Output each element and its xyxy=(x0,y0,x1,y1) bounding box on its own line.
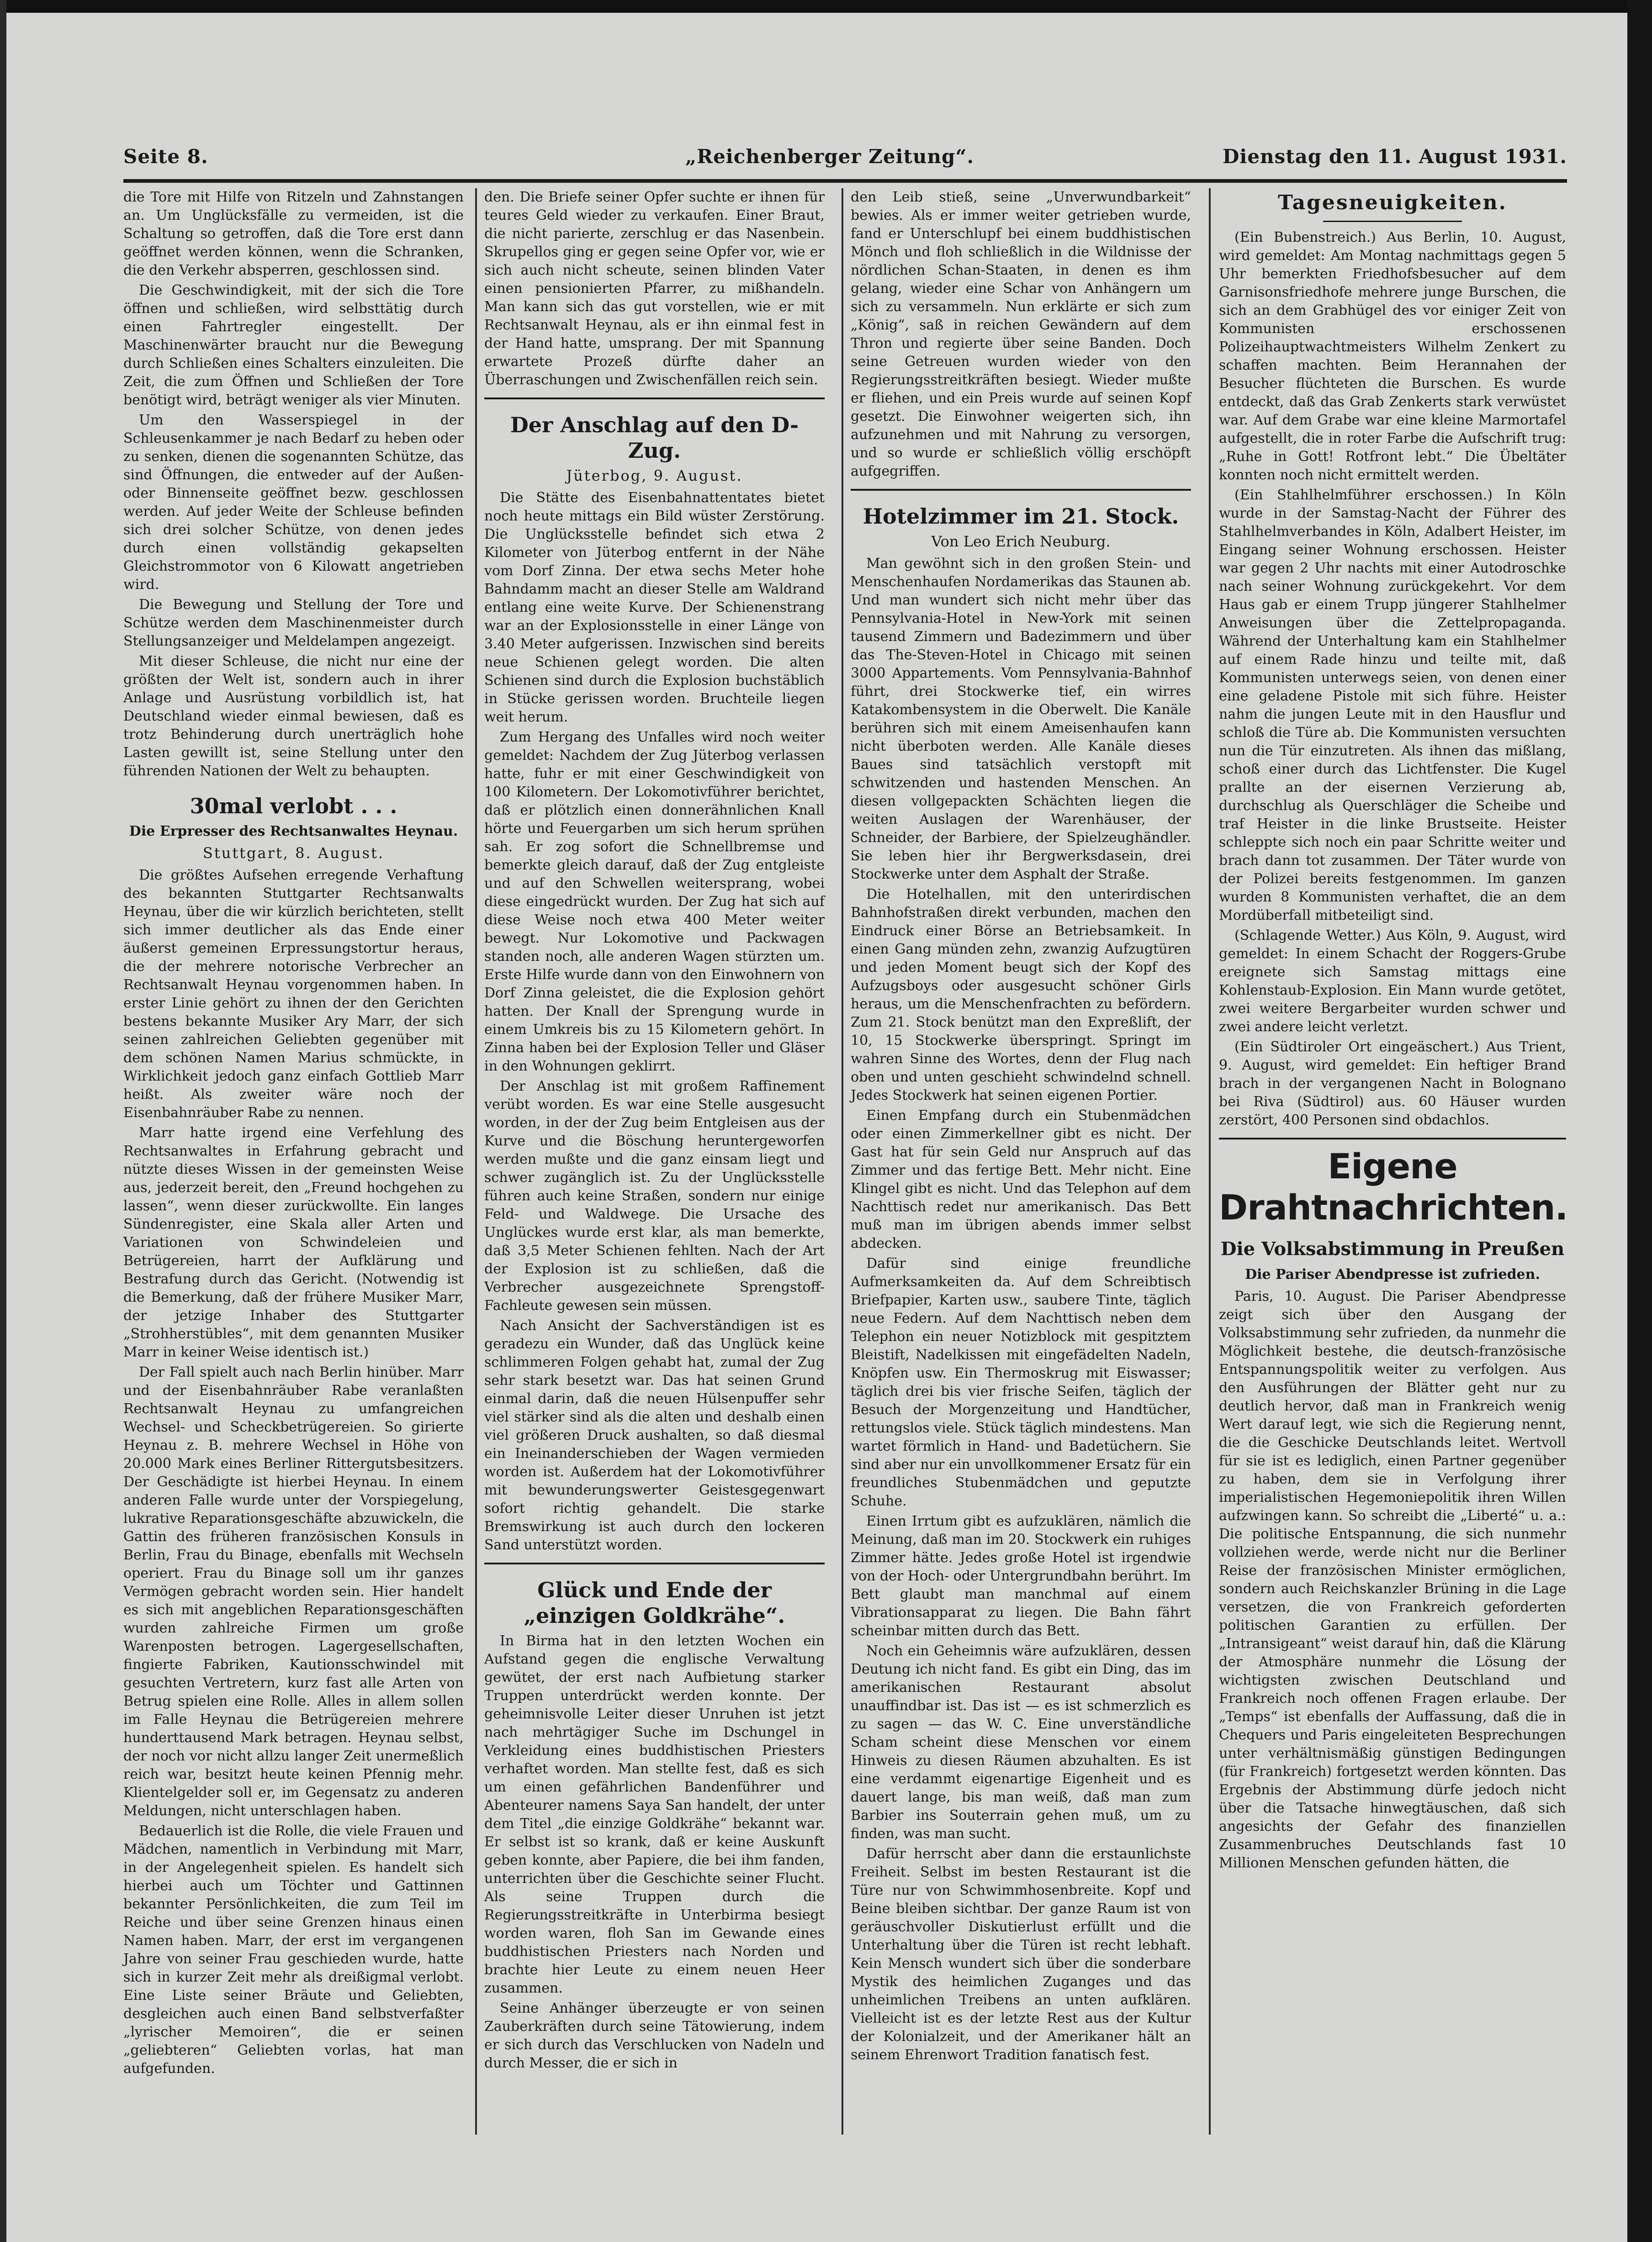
scan-edge-top xyxy=(0,0,1652,13)
news-item: (Ein Südtiroler Ort eingeäschert.) Aus Trient, 9. August, wird gemeldet: Ein heftiger Brand brach in der vergangenen Nacht in Bolognano bei Riva (Südtirol) aus. 60 Häuser wurden zerstört, 400 Personen sind obdachlos. xyxy=(1219,1039,1566,1128)
article-paragraph: Die Bewegung und Stellung der Tore und Schütze werden dem Maschinenmeister durch Stellungsanzeiger und Meldelampen angezeigt. xyxy=(123,597,464,649)
article-paragraph: Die Hotelhallen, mit den unterirdischen Bahnhofstraßen direkt verbunden, machen den Eindruck einer Börse an Betriebsamkeit. In einen Gang münden zehn, zwanzig Aufzugtüren und jeden Moment beugt sich der Kopf des Aufzugsboys oder ausgesucht schöner Girls heraus, um die Menschenfrachten zu befördern. Zum 21. Stock benützt man den Expreßlift, der 10, 15 Stockwerke überspringt. Springt im wahren Sinne des Wortes, denn der Flug nach oben und unten geschieht schwindelnd schnell. Jedes Stockwerk hat seinen eigenen Portier. xyxy=(851,886,1191,1103)
article-paragraph: Marr hatte irgend eine Verfehlung des Rechtsanwaltes in Erfahrung gebracht und nützte dieses Wissen in der gemeinsten Weise aus, jederzeit bereit, den „Freund hochgehen zu lassen“, wenn dieser zurückwollte. Ein langes Sündenregister, eine Skala aller Arten und Variationen von Schwindeleien und Betrügereien, harrt der Aufklärung und Bestrafung durch das Gericht. (Notwendig ist die Bemerkung, daß der frühere Musiker Marr, der jetzige Inhaber des Stuttgarter „Strohherstübles“, mit dem genannten Musiker Marr in keiner Weise identisch ist.) xyxy=(123,1125,464,1360)
section-rule xyxy=(484,398,825,399)
newspaper-name: „Reichenberger Zeitung“. xyxy=(685,145,974,168)
column-rule xyxy=(1209,188,1211,2135)
article-paragraph: Paris, 10. August. Die Pariser Abendpresse zeigt sich über den Ausgang der Volksabstimmung sehr zufrieden, da nunmehr die Möglichkeit bestehe, die deutsch-französische Entspannungspolitik weiter zu verfolgen. Aus den Ausführungen der Blätter geht nur zu deutlich hervor, daß man in Frankreich wenig Wert darauf legt, wie sich die Regierung nennt, die die Geschicke Deutschlands leitet. Wertvoll für sie ist es lediglich, einen Partner gegenüber zu haben, dem sie in Verfolgung ihrer imperialistischen Hegemoniepolitik ihren Willen aufzwingen kann. So schreibt die „Liberté“ u. a.: Die politische Entspannung, die sich nunmehr vollziehen werde, werde nicht nur die Berliner Reise der französischen Minister ermöglichen, sondern auch Reichskanzler Brüning in die Lage versetzen, die von Frankreich geforderten politischen Garantien zu erfüllen. Der „Intransigeant“ weist darauf hin, daß die Klärung der Atmosphäre nunmehr die Lösung der wichtigsten zwischen Deutschland und Frankreich noch offenen Fragen erlaube. Der „Temps“ ist ebenfalls der Auffassung, daß die in Chequers und Paris eingeleiteten Besprechungen unter verhältnismäßig günstigen Bedingungen (für Frankreich) fortgesetzt werden könnten. Das Ergebnis der Abstimmung dürfe jedoch nicht über die Tatsache hinwegtäuschen, daß sich angesichts der Gefahr des finanziellen Zusammenbruches Deutschlands fast 10 Millionen Menschen gefunden hätten, die xyxy=(1219,1288,1566,1871)
article-subheadline: Die Erpresser des Rechtsanwaltes Heynau. xyxy=(129,823,458,839)
article-paragraph: Mit dieser Schleuse, die nicht nur eine der größten der Welt ist, sondern auch in ihrer Anlage und Ausrüstung vorbildlich ist, hat Deutschland wieder einmal bewiesen, daß es trotz Behinderung durch unerträglich hohe Lasten gewillt ist, seine Stellung unter den führenden Nationen der Welt zu behaupten. xyxy=(123,653,464,779)
scan-edge-left xyxy=(0,0,6,2242)
article-subheadline: Die Pariser Abendpresse ist zufrieden. xyxy=(1245,1267,1540,1283)
column-3 xyxy=(851,188,1191,2066)
header-rule xyxy=(123,179,1567,183)
column-1 xyxy=(123,188,464,2080)
news-item: (Ein Bubenstreich.) Aus Berlin, 10. August, wird gemeldet: Am Montag nachmittags gegen 5 Uhr bemerkten Friedhofsbesucher auf dem Garnisonsfriedhofe mehrere junge Burschen, die sich an dem Grabhügel des vor einiger Zeit von Kommunisten erschossenen Polizeihauptwachtmeisters Wilhelm Zenkert zu schaffen machten. Beim Herannahen der Besucher flüchteten die Burschen. Es wurde entdeckt, daß das Grab Zenkerts stark verwüstet war. Auf dem Grabe war eine kleine Marmortafel aufgestellt, die in roter Farbe die Aufschrift trug: „Ruhe in Gott! Rotfront lebt.“ Die Übeltäter konnten noch nicht ermittelt werden. xyxy=(1219,229,1566,483)
scan-edge-right xyxy=(1627,0,1652,2242)
article-paragraph: Nach Ansicht der Sachverständigen ist es geradezu ein Wunder, daß das Unglück keine schlimmeren Folgen gehabt hat, zumal der Zug sehr stark besetzt war. Das hat seinen Grund einmal darin, daß die neuen Hülsenpuffer sehr viel stärker sind als die alten und deshalb einen viel größeren Druck aushalten, so daß diesmal ein Ineinanderschieben der Wagen vermieden worden ist. Außerdem hat der Lokomotivführer mit bewunderungswerter Geistesgegenwart sofort richtig gehandelt. Die starke Bremswirkung ist auch durch den lockeren Sand unterstützt worden. xyxy=(484,1318,825,1553)
column-rule xyxy=(475,188,477,2135)
article-paragraph: Noch ein Geheimnis wäre aufzuklären, dessen Deutung ich nicht fand. Es gibt ein Ding, das im amerikanischen Restaurant absolut unauffindbar ist. Das ist — es ist schmerzlich es zu sagen — das W. C. Eine unverständliche Scham scheint diese Menschen vor einem Hinweis zu diesen Räumen abzuhalten. Es ist eine verdammt eigenartige Eigenheit und es dauert lange, bis man weiß, daß man zum Barbier ins Souterrain gehen muß, um zu finden, was man sucht. xyxy=(851,1643,1191,1842)
article-paragraph: Dafür sind einige freundliche Aufmerksamkeiten da. Auf dem Schreibtisch Briefpapier, Karten usw., saubere Tinte, täglich neue Federn. Auf dem Nachttisch neben dem Telephon ein neuer Notizblock mit gespitztem Bleistift, Nadelkissen mit eingefädelten Nadeln, Knöpfen usw. Ein Thermoskrug mit Eiswasser; täglich drei bis vier frische Seifen, täglich der Besuch der Morgenzeitung und Handtücher, rettungslos viele. Stück täglich mindestens. Man wartet förmlich in Hand- und Badetüchern. Sie sind aber nur ein unvollkommener Ersatz für ein freundliches Stubenmädchen und geputzte Schuhe. xyxy=(851,1256,1191,1509)
article-headline: Hotelzimmer im 21. Stock. xyxy=(863,504,1179,529)
article-paragraph: den. Die Briefe seiner Opfer suchte er ihnen für teures Geld wieder zu verkaufen. Einer Braut, die nicht parierte, zerschlug er das Nasenbein. Skrupellos ging er gegen seine Opfer vor, wie er sich auch nicht scheute, seinen blinden Vater einen pensionierten Pfarrer, zu mißhandeln. Man kann sich das gut vorstellen, wie er mit Rechtsanwalt Heynau, als er ihn einmal fest in der Hand hatte, umsprang. Der mit Spannung erwartete Prozeß dürfte daher an Überraschungen und Zwischenfällen reich sein. xyxy=(484,189,825,388)
section-banner: Eigene Drahtnachrichten. xyxy=(1219,1146,1568,1228)
article-headline: Glück und Ende der „einzigen Goldkrähe“. xyxy=(524,1578,785,1628)
article-headline: Die Volksabstimmung in Preußen xyxy=(1220,1238,1565,1260)
article-paragraph: Bedauerlich ist die Rolle, die viele Frauen und Mädchen, namentlich in Verbindung mit Marr, in der Angelegenheit spielen. Es handelt sich hierbei auch um Töchter und Gattinnen bekannter Persönlichkeiten, die zum Teil im Reiche und über seine Grenzen hinaus einen Namen haben. Marr, der erst im vergangenen Jahre von seiner Frau geschieden wurde, hatte sich in kurzer Zeit mehr als dreißigmal verlobt. Eine Liste seiner Bräute und Geliebten, desgleichen auch einen Band selbstverfaßter „lyrischer Memoiren“, die er seinen „geliebteren“ Geliebten vorlas, hat man aufgefunden. xyxy=(123,1823,464,2077)
column-2 xyxy=(484,188,825,2074)
article-headline: 30mal verlobt . . . xyxy=(190,794,397,818)
page-number: Seite 8. xyxy=(123,145,208,168)
article-paragraph: Der Anschlag ist mit großem Raffinement verübt worden. Es war eine Stelle ausgesucht worden, in der der Zug beim Entgleisen aus der Kurve und die Böschung heruntergeworfen werden mußte und die ganz einsam liegt und schwer zugänglich ist. Zu der Unglücksstelle führen auch keine Straßen, sondern nur einige Feld- und Waldwege. Die Ursache des Unglückes wurde erst klar, als man bemerkte, daß 3,5 Meter Schienen fehlten. Nach der Art der Explosion ist zu schließen, daß die Verbrecher ausgezeichnete Sprengstoff-Fachleute gewesen sein müssen. xyxy=(484,1078,825,1314)
article-paragraph: Seine Anhänger überzeugte er von seinen Zauberkräften durch seine Tätowierung, indem er sich durch das Verschlucken von Nadeln und durch Messer, die er sich in xyxy=(484,2000,825,2071)
column-4 xyxy=(1219,188,1566,1874)
title-rule xyxy=(1323,221,1462,222)
article-paragraph: Einen Empfang durch ein Stubenmädchen oder einen Zimmerkellner gibt es nicht. Der Gast hat für sein Geld nur Anspruch auf das Zimmer und das fertige Bett. Mehr nicht. Eine Klingel gibt es nicht. Und das Telephon auf dem Nachttisch redet nur amerikanisch. Das Bett muß man im übrigen abends immer selbst abdecken. xyxy=(851,1108,1191,1251)
article-paragraph: Die Geschwindigkeit, mit der sich die Tore öffnen und schließen, wird selbsttätig durch einen Fahrtregler eingestellt. Der Maschinenwärter braucht nur die Bewegung durch Schließen eines Schalters einzuleiten. Die Zeit, die zum Öffnen und Schließen der Tore benötigt wird, beträgt weniger als vier Minuten. xyxy=(123,282,464,408)
section-rule xyxy=(484,1563,825,1564)
article-dateline: Stuttgart, 8. August. xyxy=(202,844,385,862)
article-paragraph: Der Fall spielt auch nach Berlin hinüber. Marr und der Eisenbahnräuber Rabe veranlaßten Rechtsanwalt Heynau zu umfangreichen Wechsel- und Scheckbetrügereien. So girierte Heynau z. B. mehrere Wechsel in Höhe von 20.000 Mark eines Berliner Rittergutsbesitzers. Der Geschädigte ist hierbei Heynau. In einem anderen Falle wurde unter der Vorspiegelung, lukrative Reparationsgeschäfte abzuwickeln, die Gattin des früheren französischen Konsuls in Berlin, Frau du Binage, ebenfalls mit Wechseln operiert. Frau du Binage soll um ihr ganzes Vermögen gebracht worden sein. Hier handelt es sich mit angeblichen Reparationsgeschäften wurden zahlreiche Firmen um große Warenposten betrogen. Lagergesellschaften, fingierte Fabriken, Kautionsschwindel mit gesuchten Vertretern, kurz fast alle Arten von Betrug spielen eine Rolle. Alles in allem sollen im Falle Heynau die Betrügereien mehrere hunderttausend Mark betragen. Heynau selbst, der noch vor nicht allzu langer Zeit unermeßlich reich war, besitzt heute keinen Pfennig mehr. Klientelgelder soll er, im Gegensatz zu anderen Meldungen, nicht unterschlagen haben. xyxy=(123,1364,464,1819)
article-paragraph: Dafür herrscht aber dann die erstaunlichste Freiheit. Selbst im besten Restaurant ist die Türe nur von Schwimmhosenbreite. Kopf und Beine bleiben sichtbar. Der ganze Raum ist von geräuschvoller Diskutierlust erfüllt und die Unterhaltung über die Türen ist recht lebhaft. Kein Mensch wundert sich über die sonderbare Mystik des heimlichen Zuganges und das unheimlichen Treibens an unten aufklären. Vielleicht ist es der letzte Rest aus der Kultur der Kolonialzeit, und der Amerikaner hält an seinem Ehrenwort Tradition fanatisch fest. xyxy=(851,1846,1191,2063)
article-paragraph: Einen Irrtum gibt es aufzuklären, nämlich die Meinung, daß man im 20. Stockwerk ein ruhiges Zimmer hätte. Jedes große Hotel ist irgendwie von der Hoch- oder Untergrundbahn berührt. Im Bett glaubt man manchmal auf einem Vibrationsapparat zu liegen. Die Bahn fährt scheinbar mitten durch das Bett. xyxy=(851,1513,1191,1639)
article-paragraph: Die Stätte des Eisenbahnattentates bietet noch heute mittags ein Bild wüster Zerstörung. Die Unglücksstelle befindet sich etwa 2 Kilometer von Jüterbog entfernt in der Nähe vom Dorf Zinna. Der etwa sechs Meter hohe Bahndamm macht an dieser Stelle am Waldrand entlang eine weite Kurve. Der Schienenstrang war an der Explosionsstelle in einer Länge von 3.40 Meter aufgerissen. Inzwischen sind bereits neue Schienen gelegt worden. Die alten Schienen sind durch die Explosion buchstäblich in Stücke gerissen worden. Bruchteile liegen weit herum. xyxy=(484,490,825,725)
section-title: Tagesneuigkeiten. xyxy=(1278,191,1507,214)
article-paragraph: Um den Wasserspiegel in der Schleusenkammer je nach Bedarf zu heben oder zu senken, dienen die sogenannten Schütze, das sind Öffnungen, die entweder auf der Außen- oder Binnenseite geöffnet bezw. geschlossen werden. Auf jeder Weite der Schleuse befinden sich drei solcher Schütze, von denen jedes durch einen vollständig gekapselten Gleichstrommotor von 6 Kilowatt angetrieben wird. xyxy=(123,412,464,593)
article-paragraph: Zum Hergang des Unfalles wird noch weiter gemeldet: Nachdem der Zug Jüterbog verlassen hatte, fuhr er mit einer Geschwindigkeit von 100 Kilometern. Der Lokomotivführer berichtet, daß er plötzlich einen donnerähnlichen Knall hörte und Feuergarben um sich herum sprühen sah. Er zog sofort die Schnellbremse und bemerkte gleich darauf, daß der Zug entgleiste und auf den Schwellen weitersprang, wobei diese eingedrückt wurden. Der Zug hat sich auf diese Weise noch etwa 400 Meter weiter bewegt. Nur Lokomotive und Packwagen standen noch, alle anderen Wagen stürzten um. Erste Hilfe wurde dann von den Einwohnern von Dorf Zinna geleistet, die die Explosion gehört hatten. Der Knall der Sprengung wurde in einem Umkreis bis zu 15 Kilometern gehört. In Zinna haben bei der Explosion Teller und Gläser in den Wohnungen geklirrt. xyxy=(484,729,825,1074)
issue-date: Dienstag den 11. August 1931. xyxy=(1222,145,1567,168)
page-header xyxy=(123,145,1567,177)
article-paragraph: die Tore mit Hilfe von Ritzeln und Zahnstangen an. Um Unglücksfälle zu vermeiden, ist die Schaltung so getroffen, daß die Tore erst dann geöffnet werden können, wenn die Schranken, die den Verkehr absperren, geschlossen sind. xyxy=(123,189,464,278)
article-paragraph: Man gewöhnt sich in den großen Stein- und Menschenhaufen Nordamerikas das Staunen ab. Und man wundert sich nicht mehr über das Pennsylvania-Hotel in New-York mit seinen tausend Zimmern und Badezimmern und über das The-Steven-Hotel in Chicago mit seinen 3000 Appartements. Vom Pennsylvania-Bahnhof führt, drei Stockwerke tief, ein wirres Katakombensystem in die Oberwelt. Die Kanäle berühren sich mit einem Ameisenhaufen kann nicht überboten werden. Alle Kanäle dieses Baues sind tatsächlich verstopft mit schwitzenden und hastenden Menschen. An diesen vollgepackten Schächten liegen die weiten Auslagen der Warenhäuser, der Schneider, der Barbiere, der Spielzeughändler. Sie leben hier ihr Bergwerksdasein, drei Stockwerke unter dem Asphalt der Straße. xyxy=(851,556,1191,882)
article-byline: Von Leo Erich Neuburg. xyxy=(931,533,1111,550)
section-rule xyxy=(1219,1138,1566,1140)
column-rule xyxy=(842,188,843,2135)
section-rule xyxy=(851,489,1191,491)
news-item: (Schlagende Wetter.) Aus Köln, 9. August, wird gemeldet: In einem Schacht der Roggers-Grube ereignete sich Samstag mittags eine Kohlenstaub-Explosion. Ein Mann wurde getötet, zwei weitere Bergarbeiter wurden schwer und zwei andere leicht verletzt. xyxy=(1219,928,1566,1035)
article-paragraph: den Leib stieß, seine „Unverwundbarkeit“ bewies. Als er immer weiter getrieben wurde, fand er Unterschlupf bei einem buddhistischen Mönch und floh schließlich in die Wildnisse der nördlichen Schan-Staaten, in denen es ihm gelang, wieder eine Schar von Anhängern um sich zu versammeln. Nun erklärte er sich zum „König“, saß in reichen Gewändern auf dem Thron und regierte über seine Banden. Doch seine Getreuen wurden wieder von den Regierungsstreitkräften besiegt. Wieder mußte er fliehen, und ein Preis wurde auf seinen Kopf gesetzt. Die Einwohner weigerten sich, ihn aufzunehmen und mit Nahrung zu versorgen, und so wurde er schließlich völlig erschöpft aufgegriffen. xyxy=(851,189,1191,479)
article-paragraph: In Birma hat in den letzten Wochen ein Aufstand gegen die englische Verwaltung gewütet, der erst nach Aufbietung starker Truppen unterdrückt werden konnte. Der geheimnisvolle Leiter dieser Unruhen ist jetzt nach mehrtägiger Suche im Dschungel in Verkleidung eines buddhistischen Priesters verhaftet worden. Man stellte fest, daß es sich um einen gefährlichen Bandenführer und Abenteurer namens Saya San handelt, der unter dem Titel „die einzige Goldkrähe“ bekannt war. Er selbst ist so krank, daß er keine Auskunft geben konnte, aber Papiere, die bei ihm fanden, unterrichten über die Geschichte seiner Flucht. Als seine Truppen durch die Regierungsstreitkräfte in Unterbirma besiegt worden waren, floh San im Gewande eines buddhistischen Priesters nach Norden und brachte hier Leute zu einem neuen Heer zusammen. xyxy=(484,1633,825,1996)
article-dateline: Jüterbog, 9. August. xyxy=(566,467,743,484)
article-headline: Der Anschlag auf den D-Zug. xyxy=(510,413,799,463)
news-item: (Ein Stahlhelmführer erschossen.) In Köln wurde in der Samstag-Nacht der Führer des Stahlhelmverbandes in Köln, Adalbert Heister, im Eingang seiner Wohnung erschossen. Heister war gegen 2 Uhr nachts mit einer Autodroschke nach seiner Wohnung zurückgekehrt. Vor dem Haus gab er einem Trupp jüngerer Stahlhelmer Anweisungen über die Zettelpropaganda. Während der Unterhaltung kam ein Stahlhelmer auf einem Rade hinzu und teilte mit, daß Kommunisten unterwegs seien, von denen einer eine geladene Pistole mit sich führe. Heister nahm die jungen Leute mit in den Hausflur und schloß die Türe ab. Die Kommunisten versuchten nun die Tür einzutreten. Als ihnen das mißlang, schoß einer durch das Lichtfenster. Die Kugel prallte an der eisernen Verzierung ab, durchschlug als Querschläger die Scheibe und traf Heister in die linke Brustseite. Heister schleppte sich noch ein paar Schritte weiter und brach dann tot zusammen. Der Täter wurde von der Polizei bereits festgenommen. Im ganzen wurden 8 Kommunisten verhaftet, die an dem Mordüberfall mitbeteiligt sind. xyxy=(1219,487,1566,923)
article-paragraph: Die größtes Aufsehen erregende Verhaftung des bekannten Stuttgarter Rechtsanwalts Heynau, über die wir kürzlich berichteten, stellt sich immer deutlicher als das Ende einer äußerst gemeinen Erpressungstortur heraus, die der mehrere notorische Verbrecher an Rechtsanwalt Heynau vorgenommen haben. In erster Linie gehört zu ihnen der den Gerichten bestens bekannte Musiker Ary Marr, der sich seinen zahlreichen Geliebten gegenüber mit dem schönen Namen Marius schmückte, in Wirklichkeit jedoch ganz einfach Gottlieb Marr heißt. Als zweiter wäre noch der Eisenbahnräuber Rabe zu nennen. xyxy=(123,867,464,1121)
